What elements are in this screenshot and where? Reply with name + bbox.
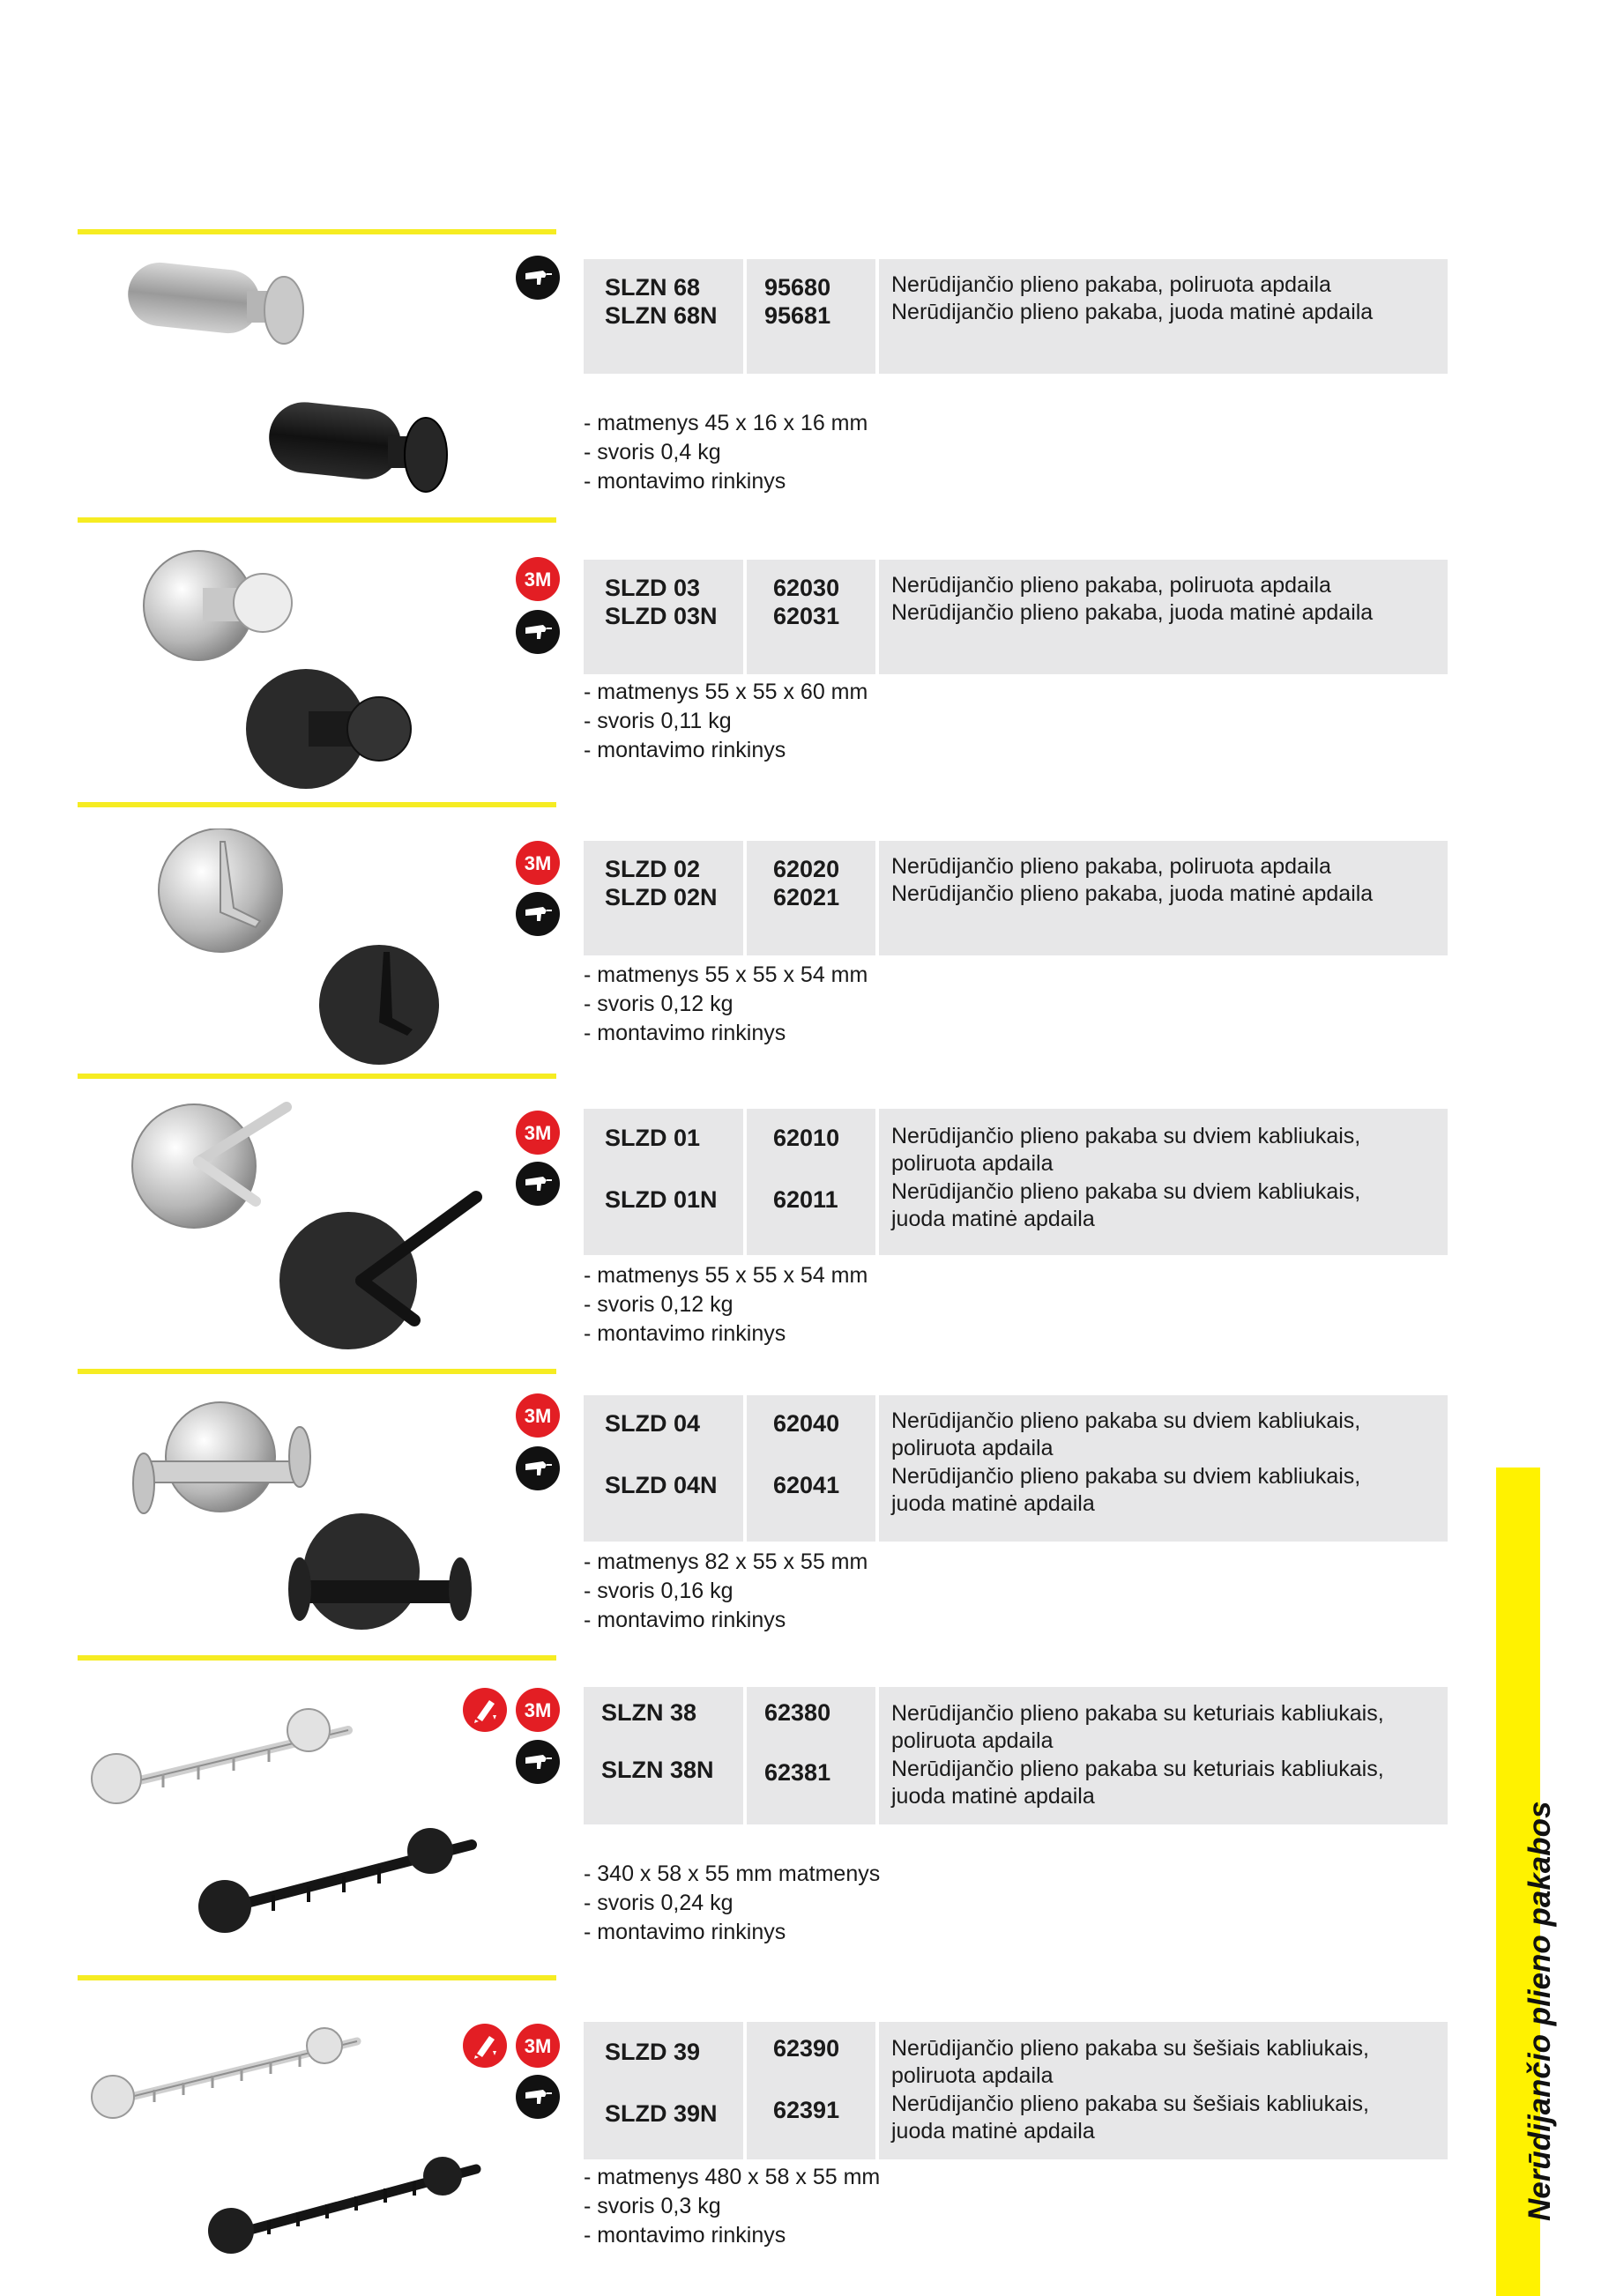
number-column xyxy=(747,259,879,374)
product-section xyxy=(0,229,1616,520)
product-specs xyxy=(584,2163,880,2250)
product-number: 62380 xyxy=(764,1699,831,1726)
product-specs xyxy=(584,678,868,765)
product-number: 62381 xyxy=(764,1759,831,1786)
product-number: 95681 xyxy=(764,302,831,329)
product-description: Nerūdijančio plieno pakaba su keturiais kabliukais, poliruota apdaila xyxy=(891,1701,1384,1753)
product-number: 62020 xyxy=(773,856,840,882)
section-divider xyxy=(78,1369,556,1374)
spec-line: - montavimo rinkinys xyxy=(584,1920,786,1944)
description-column xyxy=(879,1687,1448,1824)
spec-line: - matmenys 55 x 55 x 54 mm xyxy=(584,962,868,987)
code-column xyxy=(584,841,747,955)
code-column xyxy=(584,560,747,674)
product-table xyxy=(584,259,1448,374)
product-code: SLZD 03N xyxy=(605,603,718,629)
spec-line: - matmenys 55 x 55 x 54 mm xyxy=(584,1263,868,1288)
product-number: 62391 xyxy=(773,2097,840,2123)
description-column xyxy=(879,1109,1448,1255)
product-image xyxy=(88,256,485,511)
3m-label: 3M xyxy=(524,852,552,874)
product-code: SLZN 38 xyxy=(601,1699,697,1726)
description-column xyxy=(879,259,1448,374)
3m-adhesive-icon xyxy=(516,2024,560,2068)
product-code: SLZD 04N xyxy=(605,1472,718,1498)
spec-line: - montavimo rinkinys xyxy=(584,1608,786,1632)
product-description: Nerūdijančio plieno pakaba, poliruota apdaila xyxy=(891,854,1331,879)
code-column xyxy=(584,1395,747,1542)
spec-line: - svoris 0,12 kg xyxy=(584,1292,734,1317)
spec-line: - svoris 0,4 kg xyxy=(584,440,721,464)
3m-adhesive-icon xyxy=(516,1111,560,1155)
product-code: SLZD 02N xyxy=(605,884,718,910)
section-divider xyxy=(78,517,556,523)
glue-icon xyxy=(463,2024,507,2068)
product-code: SLZD 01 xyxy=(605,1125,701,1151)
product-description: Nerūdijančio plieno pakaba, juoda matinė apdaila xyxy=(891,600,1374,625)
drill-icon xyxy=(516,1446,560,1490)
code-column xyxy=(584,1687,747,1824)
product-number: 95680 xyxy=(764,274,831,301)
product-description: Nerūdijančio plieno pakaba su šešiais kabliukais, poliruota apdaila xyxy=(891,2036,1369,2088)
product-number: 62011 xyxy=(773,1186,838,1213)
product-number: 62030 xyxy=(773,575,840,601)
product-description: Nerūdijančio plieno pakaba su keturiais kabliukais, juoda matinė apdaila xyxy=(891,1757,1384,1809)
product-description: Nerūdijančio plieno pakaba, juoda matinė apdaila xyxy=(891,300,1374,324)
product-description: Nerūdijančio plieno pakaba su dviem kabliukais, juoda matinė apdaila xyxy=(891,1464,1361,1516)
side-tab-label: Nerūdijančio plieno pakabos xyxy=(1523,1801,1557,2221)
section-divider xyxy=(78,229,556,234)
spec-line: - montavimo rinkinys xyxy=(584,1021,786,1045)
3m-label: 3M xyxy=(524,1699,552,1721)
glue-icon xyxy=(463,1688,507,1732)
spec-line: - matmenys 45 x 16 x 16 mm xyxy=(584,411,868,435)
product-description: Nerūdijančio plieno pakaba, poliruota apdaila xyxy=(891,272,1331,297)
spec-line: - matmenys 82 x 55 x 55 mm xyxy=(584,1549,868,1574)
product-table xyxy=(584,2022,1448,2159)
3m-adhesive-icon xyxy=(516,1393,560,1438)
spec-line: - svoris 0,16 kg xyxy=(584,1579,734,1603)
code-column xyxy=(584,1109,747,1255)
product-section xyxy=(0,517,1616,804)
product-code: SLZD 39N xyxy=(605,2100,718,2127)
product-description: Nerūdijančio plieno pakaba su dviem kabliukais, juoda matinė apdaila xyxy=(891,1179,1361,1231)
description-column xyxy=(879,841,1448,955)
drill-icon xyxy=(516,1740,560,1784)
product-code: SLZN 68N xyxy=(605,302,718,329)
3m-label: 3M xyxy=(524,2035,552,2057)
product-image xyxy=(88,828,485,1075)
spec-line: - montavimo rinkinys xyxy=(584,1321,786,1346)
product-number: 62010 xyxy=(773,1125,840,1151)
spec-line: - matmenys 55 x 55 x 60 mm xyxy=(584,680,868,704)
product-number: 62040 xyxy=(773,1410,840,1437)
drill-icon xyxy=(516,1162,560,1206)
spec-line: - svoris 0,24 kg xyxy=(584,1891,734,1915)
spec-line: - montavimo rinkinys xyxy=(584,738,786,762)
description-column xyxy=(879,560,1448,674)
section-divider xyxy=(78,1074,556,1079)
code-column xyxy=(584,2022,747,2159)
product-description: Nerūdijančio plieno pakaba, juoda matinė apdaila xyxy=(891,881,1374,906)
product-number: 62021 xyxy=(773,884,840,910)
spec-line: - montavimo rinkinys xyxy=(584,2223,786,2248)
description-column xyxy=(879,1395,1448,1542)
drill-icon xyxy=(516,2075,560,2119)
product-code: SLZN 38N xyxy=(601,1757,714,1783)
3m-label: 3M xyxy=(524,1122,552,1144)
number-column xyxy=(747,841,879,955)
product-table xyxy=(584,560,1448,674)
3m-label: 3M xyxy=(524,1405,552,1427)
product-table xyxy=(584,1687,1448,1824)
product-table xyxy=(584,1395,1448,1542)
product-image xyxy=(88,2019,485,2266)
number-column xyxy=(747,1109,879,1255)
product-image xyxy=(88,1100,485,1369)
spec-line: - svoris 0,11 kg xyxy=(584,709,732,733)
number-column xyxy=(747,2022,879,2159)
code-column xyxy=(584,259,747,374)
product-number: 62390 xyxy=(773,2035,840,2062)
product-section xyxy=(0,1074,1616,1373)
section-divider xyxy=(78,802,556,807)
3m-adhesive-icon xyxy=(516,841,560,885)
3m-label: 3M xyxy=(524,568,552,591)
spec-line: - montavimo rinkinys xyxy=(584,469,786,494)
drill-icon xyxy=(516,892,560,936)
product-description: Nerūdijančio plieno pakaba su dviem kabliukais, poliruota apdaila xyxy=(891,1124,1361,1176)
product-description: Nerūdijančio plieno pakaba, poliruota apdaila xyxy=(891,573,1331,598)
drill-icon xyxy=(516,610,560,654)
product-description: Nerūdijančio plieno pakaba su dviem kabliukais, poliruota apdaila xyxy=(891,1408,1361,1460)
3m-adhesive-icon xyxy=(516,1688,560,1732)
number-column xyxy=(747,1395,879,1542)
product-image xyxy=(88,1400,485,1655)
product-code: SLZD 04 xyxy=(605,1410,701,1437)
product-image xyxy=(88,539,485,804)
spec-line: - svoris 0,3 kg xyxy=(584,2194,721,2218)
spec-line: - matmenys 480 x 58 x 55 mm xyxy=(584,2165,881,2189)
description-column xyxy=(879,2022,1448,2159)
product-specs xyxy=(584,1548,868,1635)
product-code: SLZN 68 xyxy=(605,274,701,301)
product-specs xyxy=(584,1860,880,1947)
product-image xyxy=(88,1690,485,1973)
product-specs xyxy=(584,1261,868,1349)
product-table xyxy=(584,841,1448,955)
product-code: SLZD 02 xyxy=(605,856,701,882)
spec-line: - svoris 0,12 kg xyxy=(584,992,734,1016)
spec-line: - 340 x 58 x 55 mm matmenys xyxy=(584,1861,881,1886)
product-specs xyxy=(584,961,868,1048)
product-code: SLZD 03 xyxy=(605,575,701,601)
drill-icon xyxy=(516,256,560,300)
product-section xyxy=(0,1369,1616,1660)
product-number: 62041 xyxy=(773,1472,840,1498)
product-description: Nerūdijančio plieno pakaba su šešiais kabliukais, juoda matinė apdaila xyxy=(891,2092,1369,2144)
product-section xyxy=(0,1975,1616,2266)
product-code: SLZD 39 xyxy=(605,2039,701,2065)
product-code: SLZD 01N xyxy=(605,1186,718,1213)
3m-adhesive-icon xyxy=(516,557,560,601)
number-column xyxy=(747,560,879,674)
product-number: 62031 xyxy=(773,603,840,629)
product-section xyxy=(0,1655,1616,1977)
number-column xyxy=(747,1687,879,1824)
product-specs xyxy=(584,409,868,496)
product-section xyxy=(0,802,1616,1075)
product-table xyxy=(584,1109,1448,1255)
